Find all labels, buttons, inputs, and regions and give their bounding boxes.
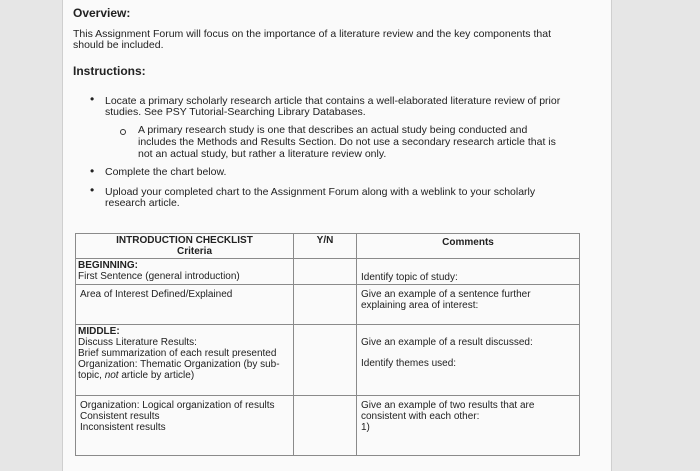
bullet-icon: • [90, 164, 95, 178]
area-comment-line2: explaining area of interest: [361, 300, 479, 311]
overview-heading: Overview: [73, 6, 131, 20]
checklist-header-cell [76, 234, 294, 259]
middle-comment-1: Give an example of a result discussed: [361, 337, 533, 348]
middle-label: MIDDLE: [78, 326, 120, 337]
instructions-heading: Instructions: [73, 64, 146, 78]
middle-line1: Discuss Literature Results: [78, 337, 197, 348]
bullet-1-line1: Locate a primary scholarly research article that contains a well-elaborated literature review of prior [105, 95, 561, 107]
logical-organization-cell [76, 396, 294, 456]
comments-header: Comments [357, 234, 580, 259]
overview-text-line1: This Assignment Forum will focus on the importance of a literature review and the key components that [73, 28, 551, 40]
logical-comment-line2: consistent with each other: [361, 411, 480, 422]
middle-line2: Brief summarization of each result presented [78, 348, 277, 359]
middle-line4-em: not [104, 370, 119, 381]
sub-bullet-line1: A primary research study is one that describes an actual study being conducted and [138, 124, 528, 136]
middle-line4-post: article by article) [118, 370, 195, 381]
criteria-header: Criteria [176, 246, 212, 257]
yn-cell[interactable] [294, 259, 357, 285]
sub-bullet-line2: includes the Methods and Results Section. Do not use a secondary research article that is [138, 136, 556, 148]
middle-comment[interactable] [357, 325, 580, 396]
yn-cell[interactable] [294, 325, 357, 396]
middle-line4-pre: topic, [78, 370, 105, 381]
beginning-cell [76, 259, 294, 285]
area-of-interest-criterion: Area of Interest Defined/Explained [76, 285, 294, 325]
table-row [76, 325, 580, 396]
table-row [76, 285, 580, 325]
bullet-3-line1: Upload your completed chart to the Assignment Forum along with a weblink to your scholarly [105, 186, 536, 198]
bullet-3-line2: research article. [105, 197, 180, 209]
overview-text-line2: should be included. [73, 39, 164, 51]
checklist-header: INTRODUCTION CHECKLIST [116, 235, 253, 246]
yn-cell[interactable] [294, 396, 357, 456]
yn-cell[interactable] [294, 285, 357, 325]
logical-comment-line3: 1) [361, 422, 370, 433]
area-of-interest-comment[interactable] [357, 285, 580, 325]
beginning-label: BEGINNING: [78, 260, 138, 271]
bullet-1-line2: studies. See PSY Tutorial-Searching Library Databases. [105, 106, 366, 118]
bullet-2-line1: Complete the chart below. [105, 166, 227, 178]
table-header-row [76, 234, 580, 259]
table-row [76, 396, 580, 456]
logical-line1: Organization: Logical organization of results [80, 400, 275, 411]
logical-line3: Inconsistent results [80, 422, 166, 433]
sub-bullet-line3: not an actual study, but rather a literature review only. [138, 148, 387, 160]
logical-line2: Consistent results [80, 411, 160, 422]
area-comment-line1: Give an example of a sentence further [361, 289, 531, 300]
yn-header: Y/N [294, 234, 357, 259]
sub-bullet-circle-icon [120, 129, 126, 135]
logical-comment[interactable] [357, 396, 580, 456]
bullet-icon: • [90, 92, 95, 106]
middle-comment-2: Identify themes used: [361, 358, 457, 369]
introduction-checklist-table [75, 233, 580, 456]
table-row [76, 259, 580, 285]
logical-comment-line1: Give an example of two results that are [361, 400, 535, 411]
document-page [62, 0, 612, 471]
first-sentence-comment[interactable]: Identify topic of study: [357, 259, 580, 285]
first-sentence-criterion: First Sentence (general introduction) [78, 271, 240, 282]
middle-line3: Organization: Thematic Organization (by sub- [78, 359, 280, 370]
middle-line4 [78, 370, 291, 381]
bullet-icon: • [90, 183, 95, 197]
spacer [361, 348, 577, 358]
middle-cell [76, 325, 294, 396]
